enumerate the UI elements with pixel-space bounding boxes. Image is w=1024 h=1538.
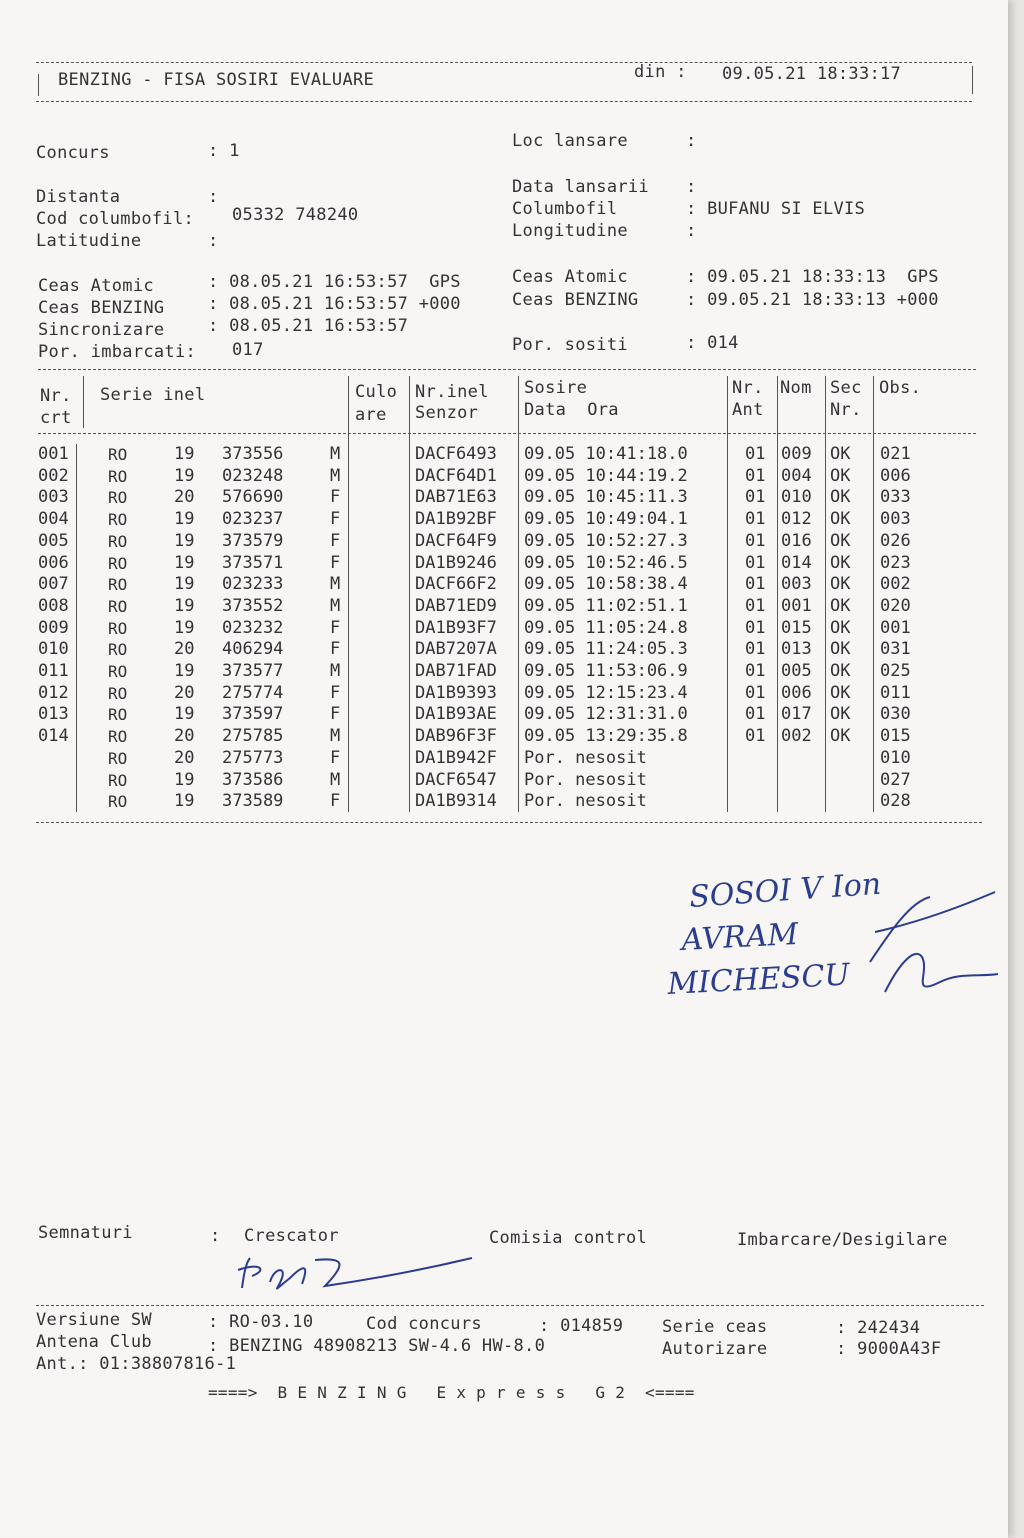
table-row bbox=[0, 574, 1008, 596]
cell-obs: 025 bbox=[880, 661, 911, 681]
cell-nom: 003 bbox=[781, 574, 812, 595]
cell-year: 19 bbox=[174, 791, 195, 812]
cell-sensor: DAB71ED9 bbox=[415, 595, 497, 616]
cell-crt: 002 bbox=[38, 465, 69, 486]
table-bottom-rule bbox=[36, 822, 982, 823]
cell-sex: M bbox=[330, 574, 341, 595]
cell-ring: 023237 bbox=[222, 509, 284, 530]
handwritten-line-1: SOSOI V Ion bbox=[688, 866, 883, 915]
cell-crt: 006 bbox=[38, 552, 69, 573]
ceas-atomic-launch-label: Ceas Atomic bbox=[38, 276, 154, 296]
longitudine-value: : bbox=[686, 221, 697, 241]
cell-sensor: DACF66F2 bbox=[415, 574, 497, 595]
cell-year: 19 bbox=[174, 444, 195, 464]
cell-sensor: DACF64D1 bbox=[415, 465, 497, 486]
cell-ant: 01 bbox=[745, 552, 766, 573]
cell-sec: OK bbox=[830, 639, 851, 660]
header-nr-ant: Nr. bbox=[732, 378, 764, 398]
cell-nom: 004 bbox=[781, 465, 812, 486]
cell-sensor: DACF6493 bbox=[415, 444, 497, 464]
cell-country: RO bbox=[108, 640, 128, 660]
serie-ceas-label: Serie ceas bbox=[662, 1317, 768, 1337]
cell-year: 20 bbox=[174, 487, 195, 508]
serie-ceas-value: : 242434 bbox=[836, 1318, 921, 1338]
cell-sex: F bbox=[330, 682, 341, 703]
table-row bbox=[0, 748, 1008, 770]
cell-obs: 020 bbox=[880, 595, 911, 616]
header-senzor: Senzor bbox=[415, 403, 479, 423]
cell-sec: OK bbox=[830, 617, 851, 638]
header-serie-inel: Serie inel bbox=[100, 385, 206, 405]
cell-ant: 01 bbox=[745, 574, 766, 595]
header-sosire: Sosire bbox=[524, 378, 588, 398]
distanta-value: : bbox=[208, 187, 219, 207]
cell-sec: OK bbox=[830, 465, 851, 486]
cell-sensor: DA1B9393 bbox=[415, 682, 497, 703]
cell-ring: 373552 bbox=[222, 595, 284, 616]
col-divider-1 bbox=[83, 376, 84, 428]
cell-sensor: DACF64F9 bbox=[415, 530, 497, 551]
imbarcare-label: Imbarcare/Desigilare bbox=[737, 1230, 948, 1250]
cell-year: 20 bbox=[174, 682, 195, 703]
por-sositi-label: Por. sositi bbox=[512, 335, 628, 355]
cell-ant: 01 bbox=[745, 595, 766, 616]
cell-sensor: DAB96F3F bbox=[415, 726, 497, 747]
cell-nom: 014 bbox=[781, 552, 812, 573]
cell-sex: M bbox=[330, 726, 341, 747]
table-row bbox=[0, 661, 1008, 683]
data-lansarii-value: : bbox=[686, 177, 697, 197]
cell-year: 19 bbox=[174, 769, 195, 790]
cell-ring: 023248 bbox=[222, 465, 284, 486]
cell-sex: F bbox=[330, 530, 341, 551]
cell-year: 19 bbox=[174, 509, 195, 530]
cell-year: 19 bbox=[174, 552, 195, 573]
cell-sec: OK bbox=[830, 682, 851, 703]
table-row bbox=[0, 444, 1008, 466]
cell-arrival: 09.05 12:15:23.4 bbox=[524, 682, 688, 703]
cell-country: RO bbox=[108, 531, 128, 551]
cell-crt: 004 bbox=[38, 509, 69, 530]
cell-arrival: 09.05 10:49:04.1 bbox=[524, 509, 688, 530]
cell-sec: OK bbox=[830, 530, 851, 551]
cell-arrival: 09.05 10:52:27.3 bbox=[524, 530, 688, 551]
cell-arrival: 09.05 10:52:46.5 bbox=[524, 552, 688, 573]
cell-crt: 011 bbox=[38, 661, 69, 681]
header-ant: Ant bbox=[732, 400, 764, 420]
header-nr-inel: Nr.inel bbox=[415, 382, 489, 402]
report-title: BENZING - FISA SOSIRI EVALUARE bbox=[58, 70, 375, 90]
table-row bbox=[0, 596, 1008, 618]
cell-sensor: DAB7207A bbox=[415, 639, 497, 660]
por-imbarcati-label: Por. imbarcati: bbox=[38, 342, 197, 362]
table-row bbox=[0, 683, 1008, 705]
cell-obs: 031 bbox=[880, 639, 911, 660]
cell-obs: 010 bbox=[880, 747, 911, 768]
cell-ring: 373571 bbox=[222, 552, 284, 573]
cell-nom: 006 bbox=[781, 682, 812, 703]
cell-ant: 01 bbox=[745, 661, 766, 681]
semnaturi-label: Semnaturi bbox=[38, 1223, 133, 1243]
cell-sec: OK bbox=[830, 726, 851, 747]
cell-ant: 01 bbox=[745, 682, 766, 703]
cell-crt: 012 bbox=[38, 682, 69, 703]
cell-obs: 028 bbox=[880, 791, 911, 812]
ceas-atomic-launch-value: : 08.05.21 16:53:57 GPS bbox=[208, 272, 461, 292]
cell-ant: 01 bbox=[745, 465, 766, 486]
cod-columbofil-value: 05332 748240 bbox=[232, 205, 359, 225]
antena-club-value: : BENZING 48908213 SW-4.6 HW-8.0 bbox=[208, 1336, 546, 1356]
table-row bbox=[0, 770, 1008, 792]
cell-ring: 373556 bbox=[222, 444, 284, 464]
cell-sex: M bbox=[330, 444, 341, 464]
cell-arrival: Por. nesosit bbox=[524, 791, 647, 812]
header-left-border bbox=[38, 74, 39, 96]
concurs-label: Concurs bbox=[36, 143, 110, 163]
cell-year: 19 bbox=[174, 661, 195, 681]
handwritten-line-3: MICHESCU bbox=[666, 957, 851, 1002]
comisia-control-label: Comisia control bbox=[489, 1228, 648, 1248]
antenna-id: Ant.: 01:38807816-1 bbox=[36, 1354, 237, 1374]
por-imbarcati-value: 017 bbox=[232, 340, 264, 360]
cell-ring: 406294 bbox=[222, 639, 284, 660]
table-row bbox=[0, 639, 1008, 661]
cod-concurs-label: Cod concurs bbox=[366, 1314, 482, 1334]
cell-obs: 015 bbox=[880, 726, 911, 747]
ceas-atomic-arrival-label: Ceas Atomic bbox=[512, 267, 628, 287]
cell-ant: 01 bbox=[745, 509, 766, 530]
cell-year: 20 bbox=[174, 726, 195, 747]
cell-ant: 01 bbox=[745, 487, 766, 508]
cell-sex: M bbox=[330, 661, 341, 681]
cell-ring: 023232 bbox=[222, 617, 284, 638]
cell-sec: OK bbox=[830, 661, 851, 681]
cell-year: 19 bbox=[174, 465, 195, 486]
cell-nom: 016 bbox=[781, 530, 812, 551]
cell-crt: 003 bbox=[38, 487, 69, 508]
cell-country: RO bbox=[108, 488, 128, 508]
cell-crt: 013 bbox=[38, 704, 69, 725]
cell-obs: 006 bbox=[880, 465, 911, 486]
cell-sex: F bbox=[330, 617, 341, 638]
semnaturi-colon: : bbox=[210, 1226, 221, 1246]
cell-ring: 373586 bbox=[222, 769, 284, 790]
cell-country: RO bbox=[108, 618, 128, 638]
cell-country: RO bbox=[108, 727, 128, 747]
ceas-benzing-arrival-value: : 09.05.21 18:33:13 +000 bbox=[686, 290, 939, 310]
header-sec: Sec bbox=[830, 378, 862, 398]
cell-obs: 001 bbox=[880, 617, 911, 638]
cell-sensor: DACF6547 bbox=[415, 769, 497, 790]
antena-club-label: Antena Club bbox=[36, 1332, 152, 1352]
cell-crt: 007 bbox=[38, 574, 69, 595]
cell-year: 19 bbox=[174, 530, 195, 551]
cell-country: RO bbox=[108, 748, 128, 768]
columbofil-value: : BUFANU SI ELVIS bbox=[686, 199, 866, 219]
cell-ring: 373579 bbox=[222, 530, 284, 551]
header-culoare-2: are bbox=[355, 405, 387, 425]
cell-sec: OK bbox=[830, 552, 851, 573]
cell-ant: 01 bbox=[745, 444, 766, 464]
cell-nom: 017 bbox=[781, 704, 812, 725]
table-row bbox=[0, 791, 1008, 813]
cell-sex: M bbox=[330, 595, 341, 616]
crescator-signature bbox=[230, 1248, 490, 1298]
cell-ring: 275774 bbox=[222, 682, 284, 703]
cell-arrival: 09.05 10:58:38.4 bbox=[524, 574, 688, 595]
header-bottom-rule bbox=[36, 101, 972, 102]
cell-arrival: 09.05 11:24:05.3 bbox=[524, 639, 688, 660]
cell-arrival: 09.05 12:31:31.0 bbox=[524, 704, 688, 725]
cell-sec: OK bbox=[830, 444, 851, 464]
cell-crt: 008 bbox=[38, 595, 69, 616]
cell-nom: 015 bbox=[781, 617, 812, 638]
cell-year: 20 bbox=[174, 747, 195, 768]
cell-ant: 01 bbox=[745, 639, 766, 660]
header-nr-crt-2: crt bbox=[40, 408, 72, 428]
cell-nom: 009 bbox=[781, 444, 812, 464]
cell-country: RO bbox=[108, 466, 128, 486]
cell-sec: OK bbox=[830, 595, 851, 616]
sincronizare-label: Sincronizare bbox=[38, 320, 165, 340]
cell-sensor: DA1B942F bbox=[415, 747, 497, 768]
cell-sex: F bbox=[330, 791, 341, 812]
cod-concurs-value: : 014859 bbox=[539, 1316, 624, 1336]
table-row bbox=[0, 704, 1008, 726]
ceas-benzing-arrival-label: Ceas BENZING bbox=[512, 290, 639, 310]
cell-sensor: DAB71E63 bbox=[415, 487, 497, 508]
cell-ant: 01 bbox=[745, 617, 766, 638]
cell-arrival: 09.05 11:53:06.9 bbox=[524, 661, 688, 681]
cell-sex: F bbox=[330, 552, 341, 573]
cell-ant: 01 bbox=[745, 530, 766, 551]
cell-crt: 009 bbox=[38, 617, 69, 638]
table-row bbox=[0, 726, 1008, 748]
cell-sex: F bbox=[330, 747, 341, 768]
cell-arrival: 09.05 11:05:24.8 bbox=[524, 617, 688, 638]
footer-top-rule bbox=[36, 1305, 984, 1306]
cell-country: RO bbox=[108, 770, 128, 790]
cell-country: RO bbox=[108, 662, 128, 681]
cell-year: 19 bbox=[174, 595, 195, 616]
cell-country: RO bbox=[108, 596, 128, 616]
columbofil-label: Columbofil bbox=[512, 199, 618, 219]
cell-sex: F bbox=[330, 704, 341, 725]
crescator-label: Crescator bbox=[244, 1226, 339, 1246]
cell-year: 19 bbox=[174, 704, 195, 725]
latitudine-label: Latitudine bbox=[36, 231, 142, 251]
header-nr-crt: Nr. bbox=[40, 386, 72, 406]
cell-country: RO bbox=[108, 445, 128, 464]
cell-country: RO bbox=[108, 705, 128, 725]
cell-sensor: DA1B93F7 bbox=[415, 617, 497, 638]
cell-year: 19 bbox=[174, 574, 195, 595]
cell-arrival: 09.05 10:45:11.3 bbox=[524, 487, 688, 508]
header-right-border bbox=[972, 66, 973, 94]
cell-sex: F bbox=[330, 487, 341, 508]
cell-nom: 010 bbox=[781, 487, 812, 508]
cell-obs: 021 bbox=[880, 444, 911, 464]
cell-sensor: DAB71FAD bbox=[415, 661, 497, 681]
table-row bbox=[0, 618, 1008, 640]
cell-year: 20 bbox=[174, 639, 195, 660]
cell-nom: 005 bbox=[781, 661, 812, 681]
data-lansarii-label: Data lansarii bbox=[512, 177, 649, 197]
cell-sex: F bbox=[330, 639, 341, 660]
cell-arrival: 09.05 10:41:18.0 bbox=[524, 444, 688, 464]
cell-ring: 373597 bbox=[222, 704, 284, 725]
cell-sec: OK bbox=[830, 509, 851, 530]
loc-lansare-value: : bbox=[686, 131, 697, 151]
cell-sec: OK bbox=[830, 487, 851, 508]
cell-nom: 013 bbox=[781, 639, 812, 660]
table-row bbox=[0, 509, 1008, 531]
por-sositi-value: : 014 bbox=[686, 333, 739, 353]
cell-sensor: DA1B92BF bbox=[415, 509, 497, 530]
cell-sensor: DA1B9246 bbox=[415, 552, 497, 573]
autorizare-label: Autorizare bbox=[662, 1339, 768, 1359]
cell-sensor: DA1B9314 bbox=[415, 791, 497, 812]
benzing-express-banner: ====> B E N Z I N G E x p r e s s G 2 <==== bbox=[208, 1383, 695, 1402]
cell-obs: 011 bbox=[880, 682, 911, 703]
ceas-benzing-launch-label: Ceas BENZING bbox=[38, 298, 165, 318]
report-date-label: din : bbox=[634, 62, 687, 82]
cell-ring: 275773 bbox=[222, 747, 284, 768]
header-culoare: Culo bbox=[355, 382, 398, 402]
cell-obs: 027 bbox=[880, 769, 911, 790]
cell-country: RO bbox=[108, 792, 128, 812]
cod-columbofil-label: Cod columbofil: bbox=[36, 209, 195, 229]
handwritten-notes bbox=[660, 862, 1000, 1012]
concurs-value: : 1 bbox=[208, 141, 240, 161]
cell-year: 19 bbox=[174, 617, 195, 638]
cell-obs: 033 bbox=[880, 487, 911, 508]
report-date-value: 09.05.21 18:33:17 bbox=[722, 64, 902, 84]
cell-country: RO bbox=[108, 510, 128, 530]
cell-sec: OK bbox=[830, 574, 851, 595]
autorizare-value: : 9000A43F bbox=[836, 1339, 942, 1359]
cell-country: RO bbox=[108, 553, 128, 573]
cell-sec: OK bbox=[830, 704, 851, 725]
cell-nom: 001 bbox=[781, 595, 812, 616]
cell-sex: M bbox=[330, 465, 341, 486]
cell-arrival: Por. nesosit bbox=[524, 769, 647, 790]
cell-country: RO bbox=[108, 575, 128, 595]
cell-obs: 030 bbox=[880, 704, 911, 725]
cell-nom: 012 bbox=[781, 509, 812, 530]
cell-ring: 275785 bbox=[222, 726, 284, 747]
header-top-rule bbox=[36, 62, 972, 63]
table-row bbox=[0, 466, 1008, 488]
cell-arrival: 09.05 11:02:51.1 bbox=[524, 595, 688, 616]
cell-sex: M bbox=[330, 769, 341, 790]
cell-ring: 023233 bbox=[222, 574, 284, 595]
cell-crt: 010 bbox=[38, 639, 69, 660]
cell-sensor: DA1B93AE bbox=[415, 704, 497, 725]
latitudine-value: : bbox=[208, 231, 219, 251]
cell-ring: 373577 bbox=[222, 661, 284, 681]
cell-crt: 001 bbox=[38, 444, 69, 464]
table-row bbox=[0, 531, 1008, 553]
table-top-rule bbox=[38, 369, 976, 370]
cell-ring: 373589 bbox=[222, 791, 284, 812]
versiune-value: : RO-03.10 bbox=[208, 1312, 314, 1332]
table-row bbox=[0, 487, 1008, 509]
table-header-rule bbox=[38, 433, 976, 434]
table-row bbox=[0, 553, 1008, 575]
cell-crt: 005 bbox=[38, 530, 69, 551]
cell-arrival: 09.05 10:44:19.2 bbox=[524, 465, 688, 486]
cell-crt: 014 bbox=[38, 726, 69, 747]
cell-obs: 023 bbox=[880, 552, 911, 573]
header-nom: Nom bbox=[780, 378, 812, 398]
sincronizare-value: : 08.05.21 16:53:57 bbox=[208, 316, 409, 336]
loc-lansare-label: Loc lansare bbox=[512, 131, 628, 151]
cell-sex: F bbox=[330, 509, 341, 530]
header-data-ora: Data Ora bbox=[524, 400, 619, 420]
cell-nom: 002 bbox=[781, 726, 812, 747]
header-sec-nr: Nr. bbox=[830, 400, 862, 420]
cell-obs: 026 bbox=[880, 530, 911, 551]
cell-ant: 01 bbox=[745, 704, 766, 725]
cell-ant: 01 bbox=[745, 726, 766, 747]
distanta-label: Distanta bbox=[36, 187, 121, 207]
ceas-benzing-launch-value: : 08.05.21 16:53:57 +000 bbox=[208, 294, 461, 314]
cell-ring: 576690 bbox=[222, 487, 284, 508]
cell-arrival: Por. nesosit bbox=[524, 747, 647, 768]
ceas-atomic-arrival-value: : 09.05.21 18:33:13 GPS bbox=[686, 267, 939, 287]
cell-arrival: 09.05 13:29:35.8 bbox=[524, 726, 688, 747]
cell-obs: 003 bbox=[880, 509, 911, 530]
handwritten-line-2: AVRAM bbox=[680, 916, 800, 958]
versiune-label: Versiune SW bbox=[36, 1310, 152, 1330]
cell-country: RO bbox=[108, 683, 128, 703]
longitudine-label: Longitudine bbox=[512, 221, 628, 241]
header-obs: Obs. bbox=[879, 378, 922, 398]
cell-obs: 002 bbox=[880, 574, 911, 595]
